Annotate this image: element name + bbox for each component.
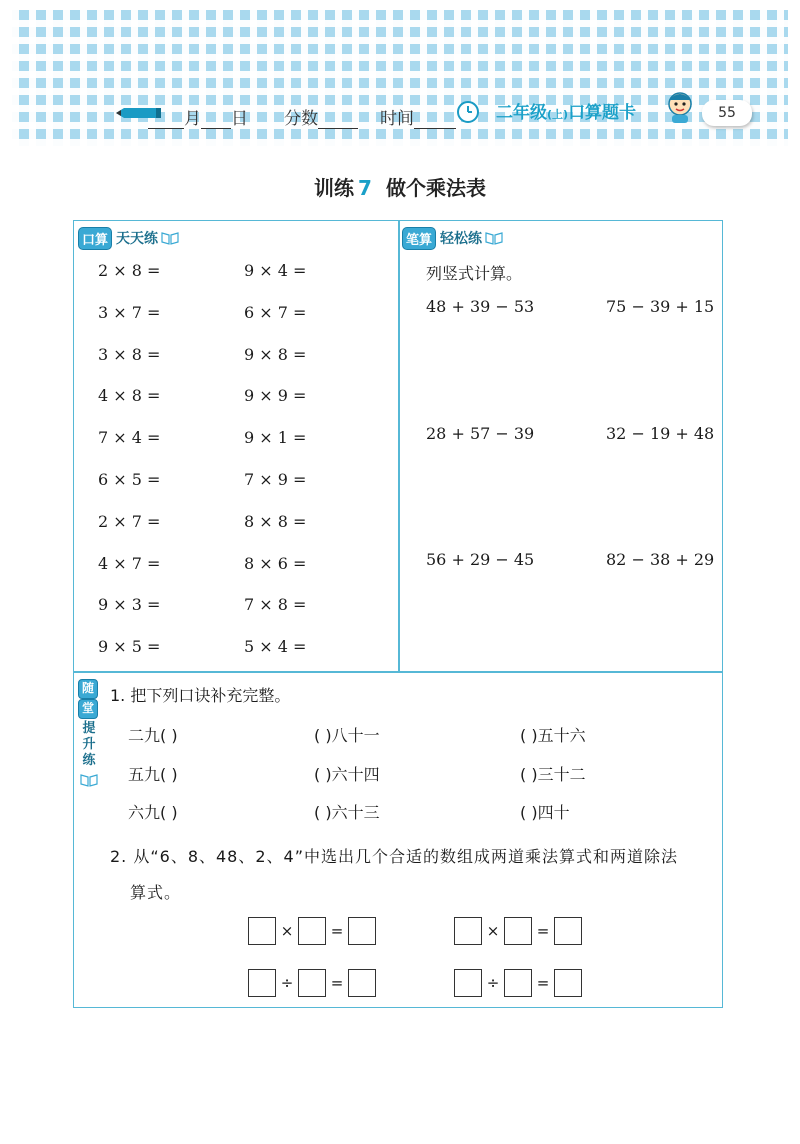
book-icon [485,231,503,245]
mental-question: 4 × 7 = [98,554,161,573]
mental-question: 9 × 5 = [98,637,161,656]
mental-question: 7 × 4 = [98,428,161,447]
answer-box[interactable] [554,917,582,945]
expression: 56 + 29 − 45 [426,550,535,569]
mascot-icon [662,88,698,124]
brand-term: (上) [547,108,569,121]
mental-question: 3 × 8 = [98,345,161,364]
score-field [284,104,358,129]
mental-question: 9 × 8 = [244,345,307,364]
time-label: 时间 [380,109,414,129]
mental-question: 2 × 7 = [98,512,161,531]
answer-box[interactable] [454,917,482,945]
score-label: 分数 [284,109,318,129]
book-icon [161,231,179,245]
written-calculation-section [400,221,722,671]
practice-label-char: 升 [82,737,96,752]
expression: 32 − 19 + 48 [606,424,715,443]
multiplication-equation [454,917,582,945]
mental-question: 6 × 5 = [98,470,161,489]
equals-sign: = [536,974,550,992]
answer-box[interactable] [348,969,376,997]
mnemonic-item[interactable]: ( )六十四 [314,765,380,784]
written-label-text: 轻松练 [440,231,483,247]
practice-section [74,673,722,1007]
mental-question: 4 × 8 = [98,386,161,405]
answer-box[interactable] [248,969,276,997]
mental-question: 9 × 3 = [98,595,161,614]
mnemonic-item[interactable]: ( )六十三 [314,803,380,822]
answer-box[interactable] [504,917,532,945]
divide-sign: ÷ [280,974,294,992]
mental-question: 7 × 8 = [244,595,307,614]
mental-label-box: 口算 [78,227,112,250]
expression: 28 + 57 − 39 [426,424,535,443]
mental-question: 3 × 7 = [98,303,161,322]
equals-sign: = [330,922,344,940]
multiplication-equation [248,917,376,945]
written-instruction: 列竖式计算。 [426,264,523,283]
mental-question: 6 × 7 = [244,303,307,322]
page-number: 55 [702,100,752,126]
mental-question: 9 × 1 = [244,428,307,447]
answer-box[interactable] [554,969,582,997]
mnemonic-item[interactable]: 五九( ) [128,765,178,784]
brand-logo [496,98,636,123]
division-equation [248,969,376,997]
answer-box[interactable] [248,917,276,945]
day-blank[interactable] [201,111,231,129]
answer-box[interactable] [348,917,376,945]
answer-box[interactable] [298,917,326,945]
title-prefix: 训练 [314,176,355,200]
brand-name: 口算题卡 [568,103,637,123]
mnemonic-item[interactable]: ( )五十六 [520,726,586,745]
times-sign: × [280,922,294,940]
answer-box[interactable] [298,969,326,997]
expression: 48 + 39 − 53 [426,297,535,316]
practice-label-char: 练 [82,753,96,768]
mental-label-text: 天天练 [116,231,159,247]
mental-question: 9 × 9 = [244,386,307,405]
question-2 [110,839,710,911]
question-2-line-1: 2. 从“6、8、48、2、4”中选出几个合适的数组成两道乘法算式和两道除法 [110,847,679,866]
date-fields [148,104,248,129]
exercise-frame [73,220,723,1008]
mental-question: 7 × 9 = [244,470,307,489]
division-equation [454,969,582,997]
book-icon [80,773,98,787]
answer-box[interactable] [454,969,482,997]
question-2-line-2: 算式。 [130,883,182,902]
mental-question: 2 × 8 = [98,261,161,280]
title-number: 7 [358,176,372,200]
answer-box[interactable] [504,969,532,997]
day-label: 日 [231,109,248,129]
month-label: 月 [184,109,201,129]
practice-section-label [76,677,102,797]
mental-question: 8 × 6 = [244,554,307,573]
mental-section-label [78,225,179,251]
times-sign: × [486,922,500,940]
equals-sign: = [330,974,344,992]
title-name: 做个乘法表 [385,176,486,200]
page-title [0,172,800,201]
clock-icon [456,100,480,124]
mnemonic-item[interactable]: 二九( ) [128,726,178,745]
written-label-box: 笔算 [402,227,436,250]
expression: 82 − 38 + 29 [606,550,715,569]
practice-label-box-2: 堂 [78,699,98,719]
equals-sign: = [536,922,550,940]
header-info-bar [12,96,788,140]
brand-grade: 二年级 [496,103,547,123]
mental-question: 9 × 4 = [244,261,307,280]
time-blank[interactable] [414,111,456,129]
expression: 75 − 39 + 15 [606,297,715,316]
header-band [12,10,788,146]
mnemonic-item[interactable]: ( )三十二 [520,765,586,784]
score-blank[interactable] [318,111,358,129]
time-field [380,104,456,129]
divide-sign: ÷ [486,974,500,992]
mental-arithmetic-section [74,221,398,671]
mental-question: 5 × 4 = [244,637,307,656]
month-blank[interactable] [148,111,184,129]
mnemonic-item[interactable]: 六九( ) [128,803,178,822]
mnemonic-item[interactable]: ( )四十 [520,803,570,822]
written-section-label [402,225,503,251]
practice-label-char: 提 [82,721,96,736]
practice-label-box-1: 随 [78,679,98,699]
mnemonic-item[interactable]: ( )八十一 [314,726,380,745]
question-1: 1. 把下列口诀补充完整。 [110,686,291,705]
mental-question: 8 × 8 = [244,512,307,531]
